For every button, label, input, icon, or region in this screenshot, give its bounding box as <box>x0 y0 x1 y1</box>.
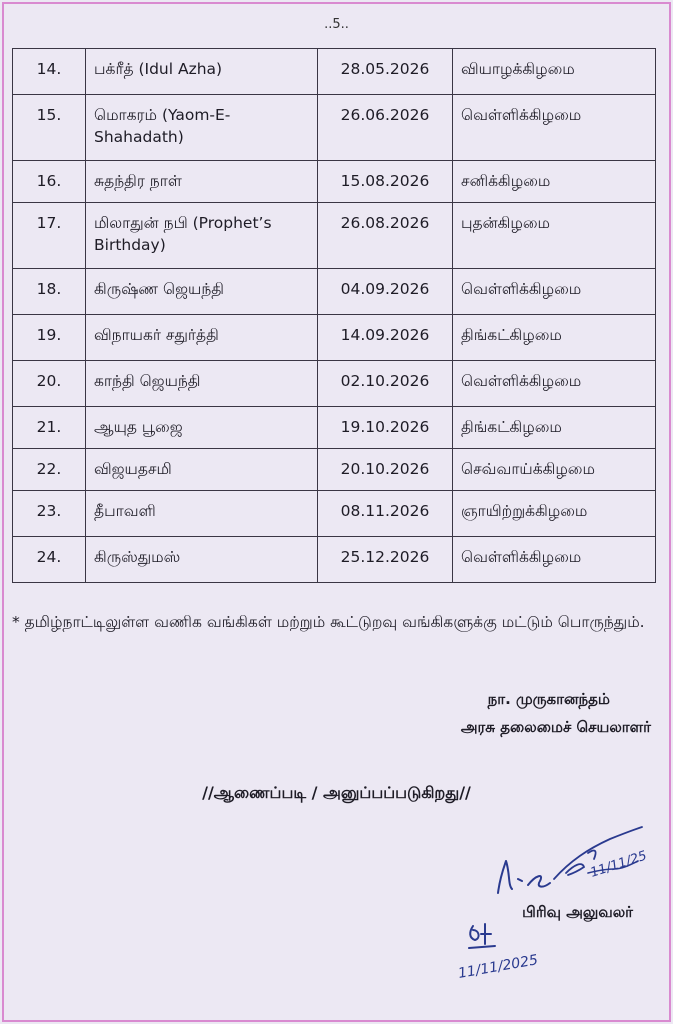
holiday-weekday-cell: திங்கட்கிழமை <box>453 407 656 449</box>
serial-number-cell: 22. <box>13 449 86 491</box>
holiday-weekday-cell: சனிக்கிழமை <box>453 161 656 203</box>
serial-number-cell: 16. <box>13 161 86 203</box>
holiday-weekday-cell: ஞாயிற்றுக்கிழமை <box>453 491 656 537</box>
holiday-date-cell: 02.10.2026 <box>318 361 453 407</box>
holiday-table <box>12 48 656 583</box>
table-row <box>13 315 656 361</box>
holiday-weekday-cell: வெள்ளிக்கிழமை <box>453 361 656 407</box>
serial-number-cell: 24. <box>13 537 86 583</box>
serial-number-cell: 19. <box>13 315 86 361</box>
holiday-name-cell: கிருஸ்துமஸ் <box>86 537 318 583</box>
serial-number-cell: 20. <box>13 361 86 407</box>
handwritten-signature <box>470 815 660 905</box>
holiday-name-cell: மொகரம் (Yaom-E-Shahadath) <box>86 95 318 161</box>
table-row <box>13 537 656 583</box>
holiday-date-cell: 15.08.2026 <box>318 161 453 203</box>
forwarded-line: //ஆணைப்படி / அனுப்பப்படுகிறது// <box>202 783 471 802</box>
holiday-weekday-cell: செவ்வாய்க்கிழமை <box>453 449 656 491</box>
holiday-date-cell: 08.11.2026 <box>318 491 453 537</box>
table-row <box>13 203 656 269</box>
handwritten-initials <box>455 918 555 988</box>
holiday-weekday-cell: திங்கட்கிழமை <box>453 315 656 361</box>
holiday-date-cell: 14.09.2026 <box>318 315 453 361</box>
serial-number-cell: 21. <box>13 407 86 449</box>
table-row <box>13 361 656 407</box>
holiday-weekday-cell: வெள்ளிக்கிழமை <box>453 269 656 315</box>
holiday-name-cell: விநாயகர் சதுர்த்தி <box>86 315 318 361</box>
serial-number-cell: 15. <box>13 95 86 161</box>
holiday-weekday-cell: வெள்ளிக்கிழமை <box>453 95 656 161</box>
table-row <box>13 491 656 537</box>
table-row <box>13 95 656 161</box>
holiday-date-cell: 26.06.2026 <box>318 95 453 161</box>
serial-number-cell: 18. <box>13 269 86 315</box>
holiday-weekday-cell: வெள்ளிக்கிழமை <box>453 537 656 583</box>
holiday-name-cell: மிலாதுன் நபி (Prophet’s Birthday) <box>86 203 318 269</box>
initials-date: 11/11/2025 <box>456 952 540 982</box>
page-number: ..5.. <box>324 17 349 32</box>
holiday-name-cell: தீபாவளி <box>86 491 318 537</box>
table-row <box>13 449 656 491</box>
holiday-date-cell: 04.09.2026 <box>318 269 453 315</box>
table-row <box>13 161 656 203</box>
holiday-name-cell: சுதந்திர நாள் <box>86 161 318 203</box>
signatory-title: அரசு தலைமைச் செயலாளர் <box>460 718 651 736</box>
holiday-name-cell: ஆயுத பூஜை <box>86 407 318 449</box>
table-row <box>13 269 656 315</box>
table-row <box>13 49 656 95</box>
handwritten-date: 11/11/25 <box>588 848 649 881</box>
holiday-name-cell: காந்தி ஜெயந்தி <box>86 361 318 407</box>
table-row <box>13 407 656 449</box>
holiday-date-cell: 26.08.2026 <box>318 203 453 269</box>
serial-number-cell: 17. <box>13 203 86 269</box>
holiday-date-cell: 25.12.2026 <box>318 537 453 583</box>
section-officer-title: பிரிவு அலுவலர் <box>522 903 633 921</box>
footnote: * தமிழ்நாட்டிலுள்ள வணிக வங்கிகள் மற்றும் கூட்டுறவு வங்கிகளுக்கு மட்டும் பொருந்தும். <box>12 613 645 631</box>
holiday-date-cell: 19.10.2026 <box>318 407 453 449</box>
serial-number-cell: 14. <box>13 49 86 95</box>
holiday-name-cell: கிருஷ்ண ஜெயந்தி <box>86 269 318 315</box>
holiday-date-cell: 28.05.2026 <box>318 49 453 95</box>
holiday-name-cell: பக்ரீத் (Idul Azha) <box>86 49 318 95</box>
holiday-date-cell: 20.10.2026 <box>318 449 453 491</box>
holiday-weekday-cell: புதன்கிழமை <box>453 203 656 269</box>
holiday-name-cell: விஜயதசமி <box>86 449 318 491</box>
signatory-name: நா. முருகானந்தம் <box>487 690 610 708</box>
holiday-weekday-cell: வியாழக்கிழமை <box>453 49 656 95</box>
serial-number-cell: 23. <box>13 491 86 537</box>
